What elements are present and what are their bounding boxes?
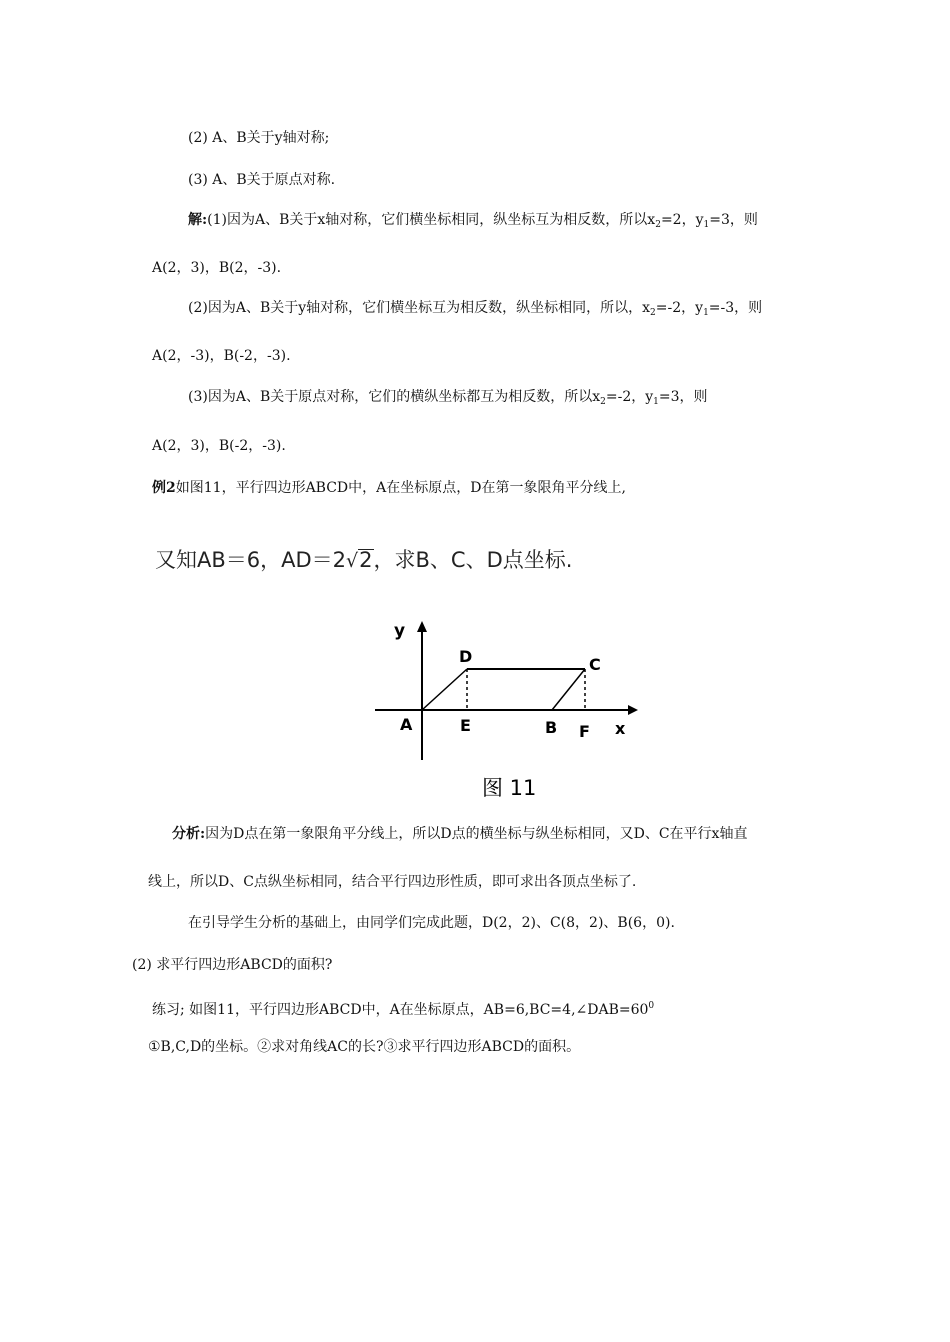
- practice-line-2: ①B,C,D的坐标。②求对角线AC的长?③求平行四边形ABCD的面积。: [148, 1039, 581, 1055]
- y-axis-arrow: [417, 621, 427, 632]
- label-b: B: [545, 718, 558, 737]
- item-3: (3) A、B关于原点对称.: [188, 172, 336, 188]
- analysis-line-3: 在引导学生分析的基础上，由同学们完成此题，D(2，2)、C(8，2)、B(6，0).: [188, 915, 675, 931]
- solution-answer-1: A(2，3)，B(2，-3).: [152, 260, 282, 276]
- side-ad: [422, 669, 467, 710]
- figure-caption: 图 11: [482, 776, 537, 800]
- solution-line-1: 解:(1)因为A、B关于x轴对称，它们横坐标相同，纵坐标互为相反数，所以$x_2=2$，$y_1=3$，则: [188, 212, 758, 230]
- label-d: D: [459, 647, 473, 666]
- solution-answer-3: A(2，3)，B(-2，-3).: [152, 438, 286, 454]
- figure-11-diagram: [370, 612, 645, 807]
- side-bc: [552, 669, 585, 710]
- label-x: x: [615, 719, 626, 738]
- solution-line-3: (3)因为A、B关于原点对称，它们的横纵坐标都互为相反数，所以$x_2=-2$，$y_1=3$，则: [188, 389, 708, 407]
- solution-answer-2: A(2，-3)，B(-2，-3).: [152, 348, 291, 364]
- analysis-line-1: 分析:因为D点在第一象限角平分线上，所以D点的横坐标与纵坐标相同，又D、C在平行x轴直: [172, 826, 748, 842]
- analysis-label: 分析:: [172, 826, 206, 842]
- example-2-given: 又知AB＝6，AD＝2√2，求B、C、D点坐标.: [155, 548, 573, 572]
- sqrt-radicand: 2: [359, 548, 373, 572]
- label-y: y: [394, 621, 406, 641]
- example-2-label: 例2: [152, 480, 176, 496]
- label-e: E: [460, 716, 471, 735]
- question-2: (2) 求平行四边形ABCD的面积?: [132, 957, 333, 973]
- practice-line-1: 练习; 如图11，平行四边形ABCD中，A在坐标原点，$AB=6,BC=4,\angle DAB=60^0$: [152, 1001, 655, 1018]
- label-a: A: [400, 715, 413, 734]
- label-c: C: [589, 655, 601, 674]
- item-2: (2) A、B关于y轴对称;: [188, 130, 330, 146]
- label-f: F: [579, 722, 590, 741]
- solution-line-2: (2)因为A、B关于y轴对称，它们横坐标互为相反数，纵坐标相同，所以，$x_2=-2$，$y_1=-3$，则: [188, 300, 763, 318]
- solution-label: 解:: [188, 212, 208, 228]
- example-2-statement: 例2如图11，平行四边形ABCD中，A在坐标原点，D在第一象限角平分线上,: [152, 480, 626, 496]
- analysis-line-2: 线上，所以D、C点纵坐标相同，结合平行四边形性质，即可求出各顶点坐标了.: [148, 874, 637, 890]
- x-axis-arrow: [628, 705, 638, 715]
